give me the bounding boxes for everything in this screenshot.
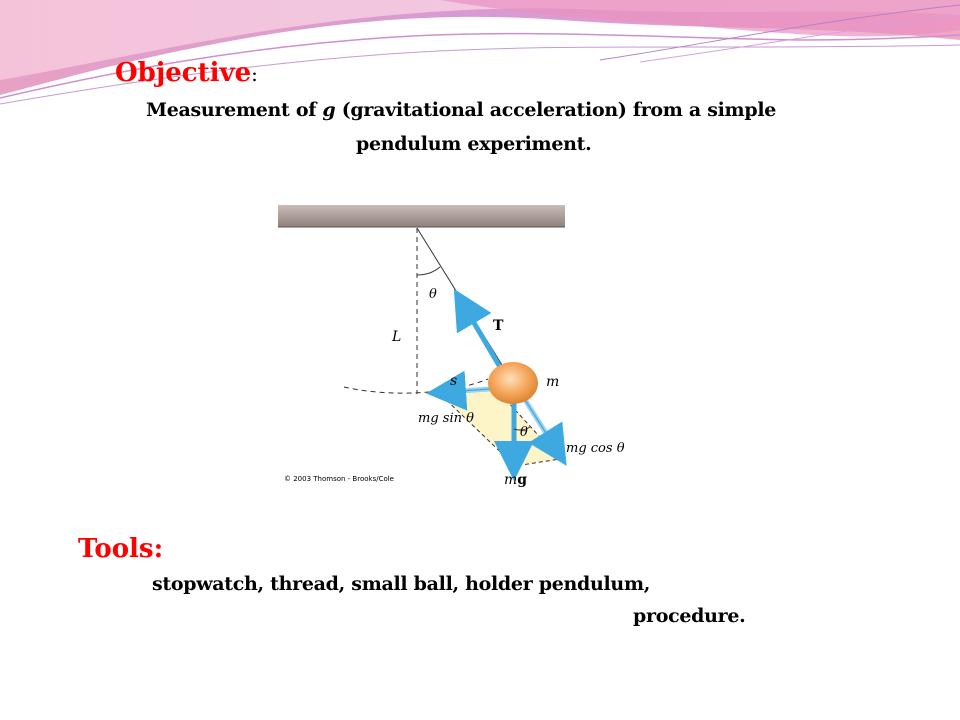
mg-sin-label: mg sin θ (418, 411, 474, 426)
theta-mid-label: θ (520, 425, 528, 440)
mg-label (504, 472, 527, 488)
objective-heading (115, 58, 258, 88)
mass-label: m (546, 374, 560, 390)
arc-length-label: s (450, 373, 458, 389)
objective-text-line1 (146, 99, 776, 121)
objective-variable-g: g (322, 99, 336, 121)
pendulum-diagram (278, 199, 645, 489)
theta-top-label: θ (429, 287, 437, 302)
objective-colon: : (251, 62, 258, 86)
copyright-text: © 2003 Thomson - Brooks/Cole (284, 475, 394, 483)
tension-label: T (493, 318, 504, 334)
objective-line1-suffix: (gravitational acceleration) from a simple (335, 99, 777, 121)
mg-cos-label: mg cos θ (566, 441, 625, 456)
mg-label-m: m (504, 472, 518, 488)
tools-heading: Tools: (78, 534, 164, 564)
pendulum-ball (488, 362, 538, 404)
objective-line1-prefix: Measurement of (146, 99, 323, 121)
tools-text-line1: stopwatch, thread, small ball, holder pendulum, (152, 573, 651, 595)
tools-text-line2: procedure. (633, 605, 746, 627)
length-label: L (392, 329, 402, 345)
objective-text-line2: pendulum experiment. (356, 133, 592, 155)
objective-heading-text: Objective (115, 58, 252, 88)
ceiling (278, 205, 565, 227)
mg-label-g: g (517, 472, 528, 488)
